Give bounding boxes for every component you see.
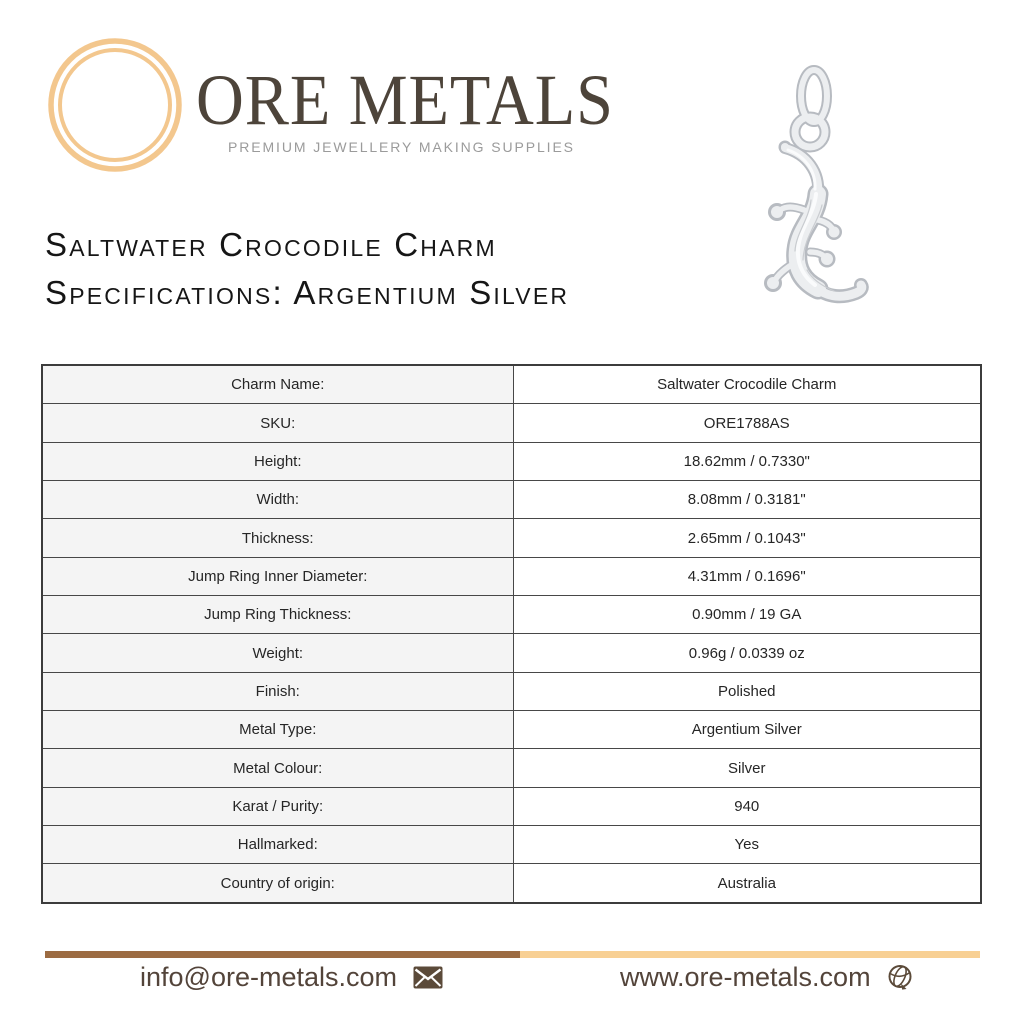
table-row — [42, 749, 981, 787]
spec-label: Thickness: — [42, 519, 513, 557]
table-row — [42, 519, 981, 557]
spec-label: Karat / Purity: — [42, 787, 513, 825]
footer-divider — [45, 951, 980, 958]
table-row — [42, 557, 981, 595]
spec-value: Yes — [513, 826, 981, 864]
spec-value: 0.96g / 0.0339 oz — [513, 634, 981, 672]
footer-divider-gold — [520, 951, 980, 958]
table-row — [42, 787, 981, 825]
table-row — [42, 404, 981, 442]
spec-value: ORE1788AS — [513, 404, 981, 442]
spec-label: Jump Ring Thickness: — [42, 596, 513, 634]
globe-icon — [887, 964, 914, 991]
spec-value: Polished — [513, 672, 981, 710]
email-link[interactable]: info@ore-metals.com — [140, 962, 397, 992]
spec-value: 2.65mm / 0.1043" — [513, 519, 981, 557]
table-row — [42, 365, 981, 404]
spec-value: 8.08mm / 0.3181" — [513, 481, 981, 519]
spec-label: Height: — [42, 442, 513, 480]
table-row — [42, 672, 981, 710]
page-title — [45, 221, 569, 317]
page-title-line1: Saltwater Crocodile Charm — [45, 226, 497, 263]
table-row — [42, 596, 981, 634]
spec-label: Country of origin: — [42, 864, 513, 903]
spec-label: Finish: — [42, 672, 513, 710]
envelope-icon — [413, 966, 443, 989]
page-title-line2: Specifications: Argentium Silver — [45, 274, 570, 311]
spec-value: 4.31mm / 0.1696" — [513, 557, 981, 595]
website-link[interactable]: www.ore-metals.com — [620, 962, 871, 992]
spec-label: Weight: — [42, 634, 513, 672]
table-row — [42, 711, 981, 749]
contact-website — [620, 962, 914, 993]
table-row — [42, 481, 981, 519]
spec-value: Silver — [513, 749, 981, 787]
contact-email — [140, 962, 443, 993]
spec-value: 18.62mm / 0.7330" — [513, 442, 981, 480]
footer-divider-brown — [45, 951, 520, 958]
spec-value: Saltwater Crocodile Charm — [513, 365, 981, 404]
table-row — [42, 634, 981, 672]
brand-name: ORE METALS — [196, 60, 614, 140]
spec-label: Charm Name: — [42, 365, 513, 404]
spec-value: Australia — [513, 864, 981, 903]
crocodile-charm-image — [752, 55, 898, 320]
spec-label: Metal Colour: — [42, 749, 513, 787]
spec-label: Hallmarked: — [42, 826, 513, 864]
spec-table — [41, 364, 982, 904]
spec-value: Argentium Silver — [513, 711, 981, 749]
table-row — [42, 826, 981, 864]
brand-tagline: PREMIUM JEWELLERY MAKING SUPPLIES — [228, 139, 575, 155]
spec-label: Jump Ring Inner Diameter: — [42, 557, 513, 595]
spec-value: 940 — [513, 787, 981, 825]
spec-value: 0.90mm / 19 GA — [513, 596, 981, 634]
spec-label: Metal Type: — [42, 711, 513, 749]
brand-ring-icon — [46, 36, 184, 174]
table-row — [42, 864, 981, 903]
table-row — [42, 442, 981, 480]
spec-label: SKU: — [42, 404, 513, 442]
spec-label: Width: — [42, 481, 513, 519]
